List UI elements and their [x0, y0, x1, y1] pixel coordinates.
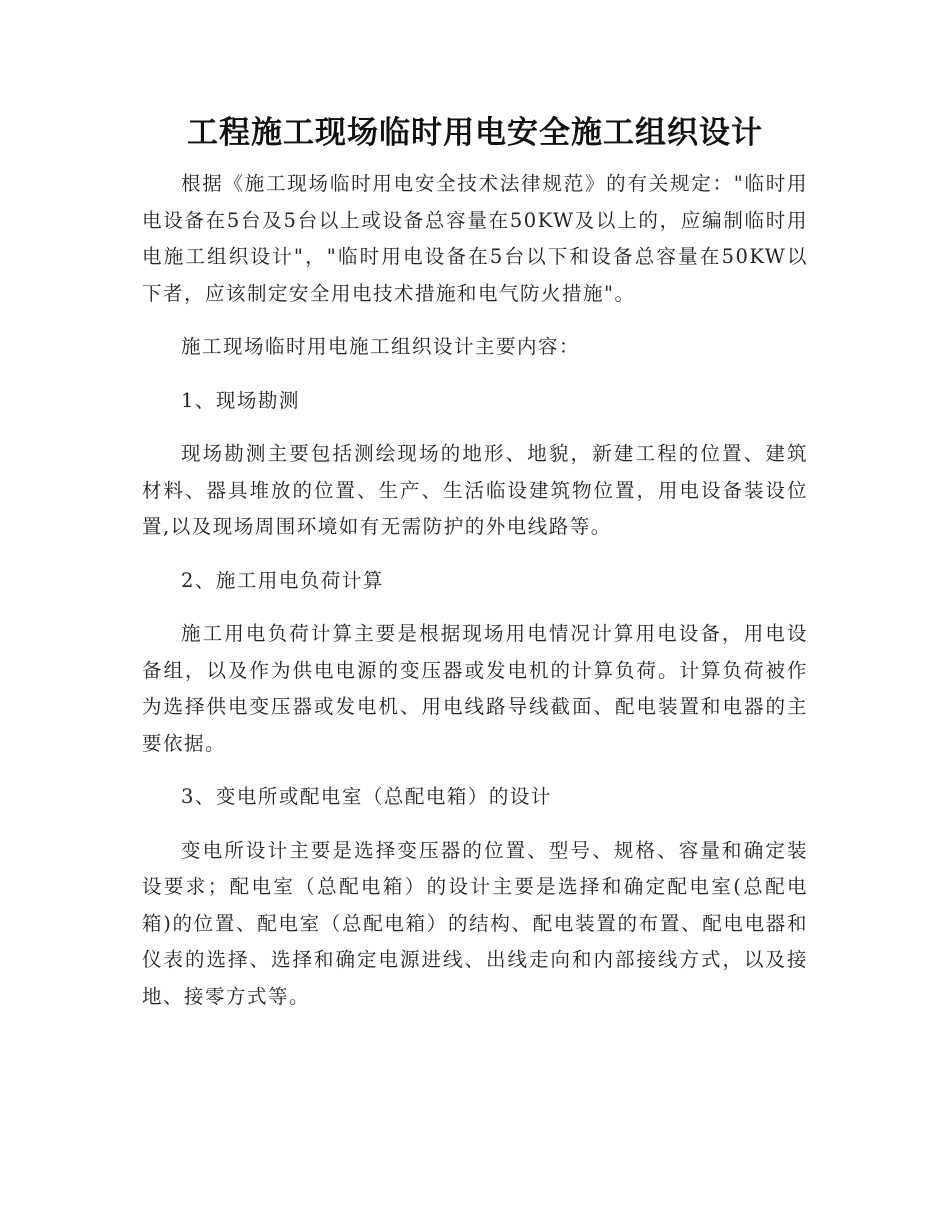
paragraph-main-content: 施工现场临时用电施工组织设计主要内容：: [181, 335, 581, 358]
paragraph-substation-design: 变电所设计主要是选择变压器的位置、型号、规格、容量和确定装设要求；配电室（总配电箱）的设计主要是选择和确定配电室(总配电箱)的位置、配电室（总配电箱）的结构、配电装置的布置、配电电器和仪表的选择、选择和确定电源进线、出线走向和内部接线方式，以及接地、接零方式等。: [142, 838, 808, 1008]
heading-site-survey: 1、现场勘测: [181, 388, 300, 412]
document-body: [142, 166, 808, 1032]
heading-load-calculation: 2、施工用电负荷计算: [181, 568, 384, 592]
document-title: 工程施工现场临时用电安全施工组织设计: [187, 115, 763, 151]
paragraph-intro: 根据《施工现场临时用电安全技术法律规范》的有关规定："临时用电设备在5台及5台以上或设备总容量在50KW及以上的，应编制临时用电施工组织设计"，"临时用电设备在5台以下和设备总容量在50KW以下者，应该制定安全用电技术措施和电气防火措施"。: [142, 172, 808, 305]
paragraph-load-calculation: 施工用电负荷计算主要是根据现场用电情况计算用电设备，用电设备组，以及作为供电电源的变压器或发电机的计算负荷。计算负荷被作为选择供电变压器或发电机、用电线路导线截面、配电装置和电器的主要依据。: [142, 622, 808, 755]
heading-substation-design: 3、变电所或配电室（总配电箱）的设计: [181, 785, 552, 808]
paragraph-site-survey: 现场勘测主要包括测绘现场的地形、地貌，新建工程的位置、建筑材料、器具堆放的位置、生产、生活临设建筑物位置，用电设备装设位置,以及现场周围环境如有无需防护的外电线路等。: [142, 442, 808, 538]
